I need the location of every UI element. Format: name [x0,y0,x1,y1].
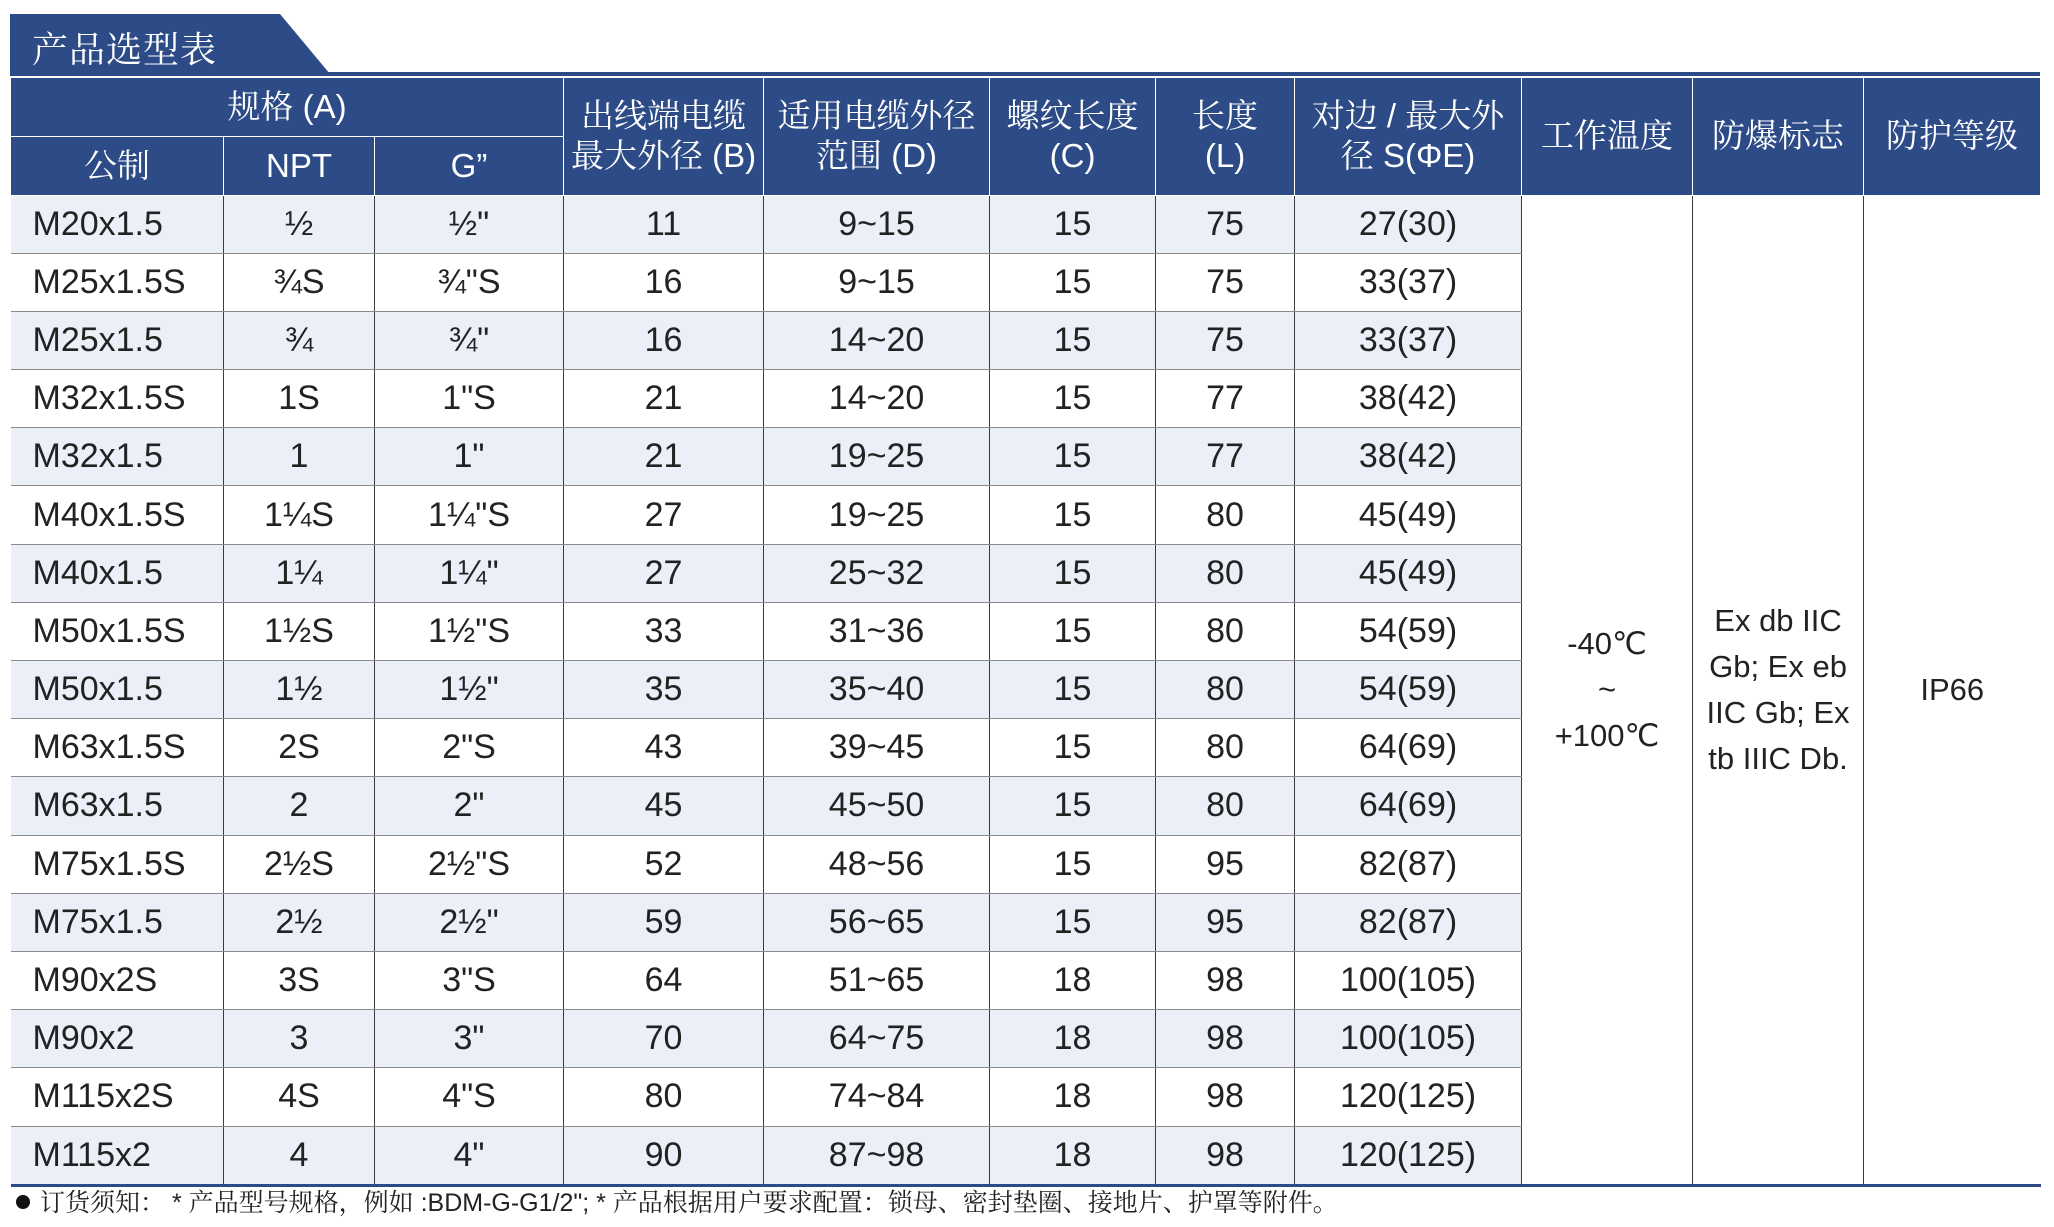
header-across-flats [1295,78,1522,195]
cell-metric: M40x1.5 [11,544,224,602]
cell-across-flats: 33(37) [1295,253,1522,311]
cell-cable-range: 51~65 [764,951,990,1009]
cell-length: 75 [1156,195,1295,253]
cell-npt: 3S [224,951,375,1009]
cell-thread-length: 18 [990,951,1156,1009]
working-temp-line: +100℃ [1554,717,1660,753]
header-metric: 公制 [11,136,224,195]
cell-length: 80 [1156,719,1295,777]
cell-g: ¾"S [375,253,564,311]
cell-cable-range: 48~56 [764,835,990,893]
cell-max-od: 59 [564,893,764,951]
ex-mark-line: IIC Gb; Ex [1706,694,1850,730]
cell-g: 1"S [375,370,564,428]
cell-npt: 2S [224,719,375,777]
cell-metric: M25x1.5S [11,253,224,311]
cell-cable-range: 64~75 [764,1010,990,1068]
bullet-icon [16,1195,30,1209]
cell-npt: 1 [224,428,375,486]
header-cable-range-line2: 范围 (D) [816,137,938,175]
table-body [11,195,2041,1185]
cell-length: 80 [1156,777,1295,835]
cell-metric: M63x1.5S [11,719,224,777]
cell-thread-length: 18 [990,1126,1156,1185]
cell-max-od: 21 [564,370,764,428]
cell-metric: M32x1.5 [11,428,224,486]
cell-length: 80 [1156,544,1295,602]
cell-length: 77 [1156,428,1295,486]
cell-thread-length: 18 [990,1068,1156,1126]
cell-g: ¾" [375,311,564,369]
cell-thread-length: 15 [990,893,1156,951]
cell-length: 77 [1156,370,1295,428]
cell-npt: 4S [224,1068,375,1126]
cell-max-od: 27 [564,486,764,544]
cell-thread-length: 15 [990,777,1156,835]
cell-thread-length: 15 [990,602,1156,660]
cell-g: 2"S [375,719,564,777]
cell-metric: M25x1.5 [11,311,224,369]
title-underline [10,72,2040,76]
cell-thread-length: 15 [990,195,1156,253]
cell-thread-length: 15 [990,661,1156,719]
ex-mark-line: tb IIIC Db. [1708,740,1848,776]
header-working-temp: 工作温度 [1522,78,1693,195]
cell-length: 98 [1156,1068,1295,1126]
cell-g: 1¼"S [375,486,564,544]
cell-max-od: 16 [564,253,764,311]
header-thread-length-line2: (C) [1049,137,1096,175]
cell-length: 95 [1156,835,1295,893]
header-max-od-line1: 出线端电缆 [581,97,747,135]
cell-npt: 1¼ [224,544,375,602]
cell-g: ½" [375,195,564,253]
header-cable-range-line1: 适用电缆外径 [777,97,976,135]
cell-npt: 1½ [224,661,375,719]
cell-length: 95 [1156,893,1295,951]
cell-cable-range: 45~50 [764,777,990,835]
cell-thread-length: 15 [990,428,1156,486]
ex-mark-line: Ex db IIC [1714,602,1842,638]
cell-cable-range: 39~45 [764,719,990,777]
cell-length: 75 [1156,311,1295,369]
cell-thread-length: 18 [990,1010,1156,1068]
table-title-bar [10,14,2040,78]
cell-npt: 1½S [224,602,375,660]
ex-mark-line: Gb; Ex eb [1709,648,1847,684]
cell-cable-range: 87~98 [764,1126,990,1185]
cell-length: 80 [1156,602,1295,660]
header-ip-rating: 防护等级 [1864,78,2041,195]
header-ex-mark: 防爆标志 [1693,78,1864,195]
order-notice [16,1183,1338,1219]
cell-cable-range: 74~84 [764,1068,990,1126]
cell-metric: M20x1.5 [11,195,224,253]
cell-cable-range: 9~15 [764,195,990,253]
page-title: 产品选型表 [32,29,218,70]
cell-length: 80 [1156,661,1295,719]
cell-metric: M50x1.5 [11,661,224,719]
cell-across-flats: 54(59) [1295,602,1522,660]
cell-max-od: 64 [564,951,764,1009]
cell-npt: 2 [224,777,375,835]
cell-g: 1" [375,428,564,486]
cell-cable-range: 35~40 [764,661,990,719]
cell-cable-range: 25~32 [764,544,990,602]
header-g: G” [375,136,564,195]
header-length-line2: (L) [1204,137,1246,175]
cell-cable-range: 14~20 [764,311,990,369]
cell-npt: 2½ [224,893,375,951]
cell-cable-range: 9~15 [764,253,990,311]
cell-metric: M90x2S [11,951,224,1009]
cell-length: 98 [1156,1010,1295,1068]
cell-metric: M75x1.5S [11,835,224,893]
cell-npt: 2½S [224,835,375,893]
header-thread-length-line1: 螺纹长度 [1006,97,1139,135]
cell-ip-rating: IP66 [1864,195,2041,1185]
cell-max-od: 27 [564,544,764,602]
cell-cable-range: 31~36 [764,602,990,660]
cell-npt: ¾ [224,311,375,369]
cell-across-flats: 64(69) [1295,777,1522,835]
cell-thread-length: 15 [990,544,1156,602]
cell-max-od: 52 [564,835,764,893]
cell-g: 3" [375,1010,564,1068]
cell-max-od: 16 [564,311,764,369]
cell-across-flats: 45(49) [1295,486,1522,544]
cell-g: 1½"S [375,602,564,660]
cell-ex-mark [1693,195,1864,1185]
cell-max-od: 90 [564,1126,764,1185]
cell-across-flats: 33(37) [1295,311,1522,369]
table-row [11,195,2041,253]
cell-max-od: 80 [564,1068,764,1126]
cell-cable-range: 56~65 [764,893,990,951]
product-selection-table [10,78,2041,1187]
cell-metric: M115x2 [11,1126,224,1185]
cell-npt: ¾S [224,253,375,311]
header-cable-range [764,78,990,195]
title-tab [10,14,330,74]
cell-g: 2½"S [375,835,564,893]
cell-length: 75 [1156,253,1295,311]
cell-g: 4" [375,1126,564,1185]
cell-across-flats: 45(49) [1295,544,1522,602]
cell-g: 3"S [375,951,564,1009]
cell-across-flats: 27(30) [1295,195,1522,253]
cell-thread-length: 15 [990,370,1156,428]
cell-across-flats: 54(59) [1295,661,1522,719]
header-across-flats-line2: 径 S(ΦE) [1340,137,1476,175]
cell-metric: M63x1.5 [11,777,224,835]
header-across-flats-line1: 对边 / 最大外 [1311,97,1505,135]
cell-metric: M115x2S [11,1068,224,1126]
cell-max-od: 45 [564,777,764,835]
header-length [1156,78,1295,195]
cell-max-od: 33 [564,602,764,660]
header-thread-length [990,78,1156,195]
cell-g: 2" [375,777,564,835]
cell-thread-length: 15 [990,311,1156,369]
cell-g: 1¼" [375,544,564,602]
header-max-od [564,78,764,195]
cell-thread-length: 15 [990,719,1156,777]
cell-thread-length: 15 [990,835,1156,893]
cell-across-flats: 82(87) [1295,835,1522,893]
cell-max-od: 43 [564,719,764,777]
cell-across-flats: 120(125) [1295,1126,1522,1185]
cell-npt: 1¼S [224,486,375,544]
header-spec-group: 规格 (A) [11,78,564,136]
cell-g: 2½" [375,893,564,951]
cell-length: 98 [1156,1126,1295,1185]
cell-g: 4"S [375,1068,564,1126]
header-max-od-line2: 最大外径 (B) [570,137,757,175]
cell-across-flats: 38(42) [1295,370,1522,428]
cell-cable-range: 19~25 [764,428,990,486]
cell-g: 1½" [375,661,564,719]
cell-cable-range: 19~25 [764,486,990,544]
working-temp-line: ~ [1597,671,1617,707]
cell-across-flats: 38(42) [1295,428,1522,486]
cell-metric: M90x2 [11,1010,224,1068]
cell-across-flats: 120(125) [1295,1068,1522,1126]
cell-metric: M40x1.5S [11,486,224,544]
cell-npt: ½ [224,195,375,253]
cell-working-temp [1522,195,1693,1185]
cell-across-flats: 100(105) [1295,1010,1522,1068]
cell-metric: M50x1.5S [11,602,224,660]
cell-length: 80 [1156,486,1295,544]
cell-metric: M32x1.5S [11,370,224,428]
cell-npt: 4 [224,1126,375,1185]
cell-npt: 3 [224,1010,375,1068]
cell-max-od: 11 [564,195,764,253]
cell-cable-range: 14~20 [764,370,990,428]
header-length-line1: 长度 [1192,97,1259,135]
header-npt: NPT [224,136,375,195]
order-notice-text: 订货须知： * 产品型号规格，例如 :BDM-G-G1/2"; * 产品根据用户要求配置：锁母、密封垫圈、接地片、护罩等附件。 [40,1189,1338,1217]
cell-across-flats: 82(87) [1295,893,1522,951]
cell-across-flats: 100(105) [1295,951,1522,1009]
cell-length: 98 [1156,951,1295,1009]
cell-thread-length: 15 [990,486,1156,544]
working-temp-line: -40℃ [1567,625,1647,661]
cell-max-od: 70 [564,1010,764,1068]
cell-across-flats: 64(69) [1295,719,1522,777]
cell-npt: 1S [224,370,375,428]
cell-max-od: 35 [564,661,764,719]
cell-max-od: 21 [564,428,764,486]
cell-metric: M75x1.5 [11,893,224,951]
cell-thread-length: 15 [990,253,1156,311]
table-header [11,78,2041,195]
